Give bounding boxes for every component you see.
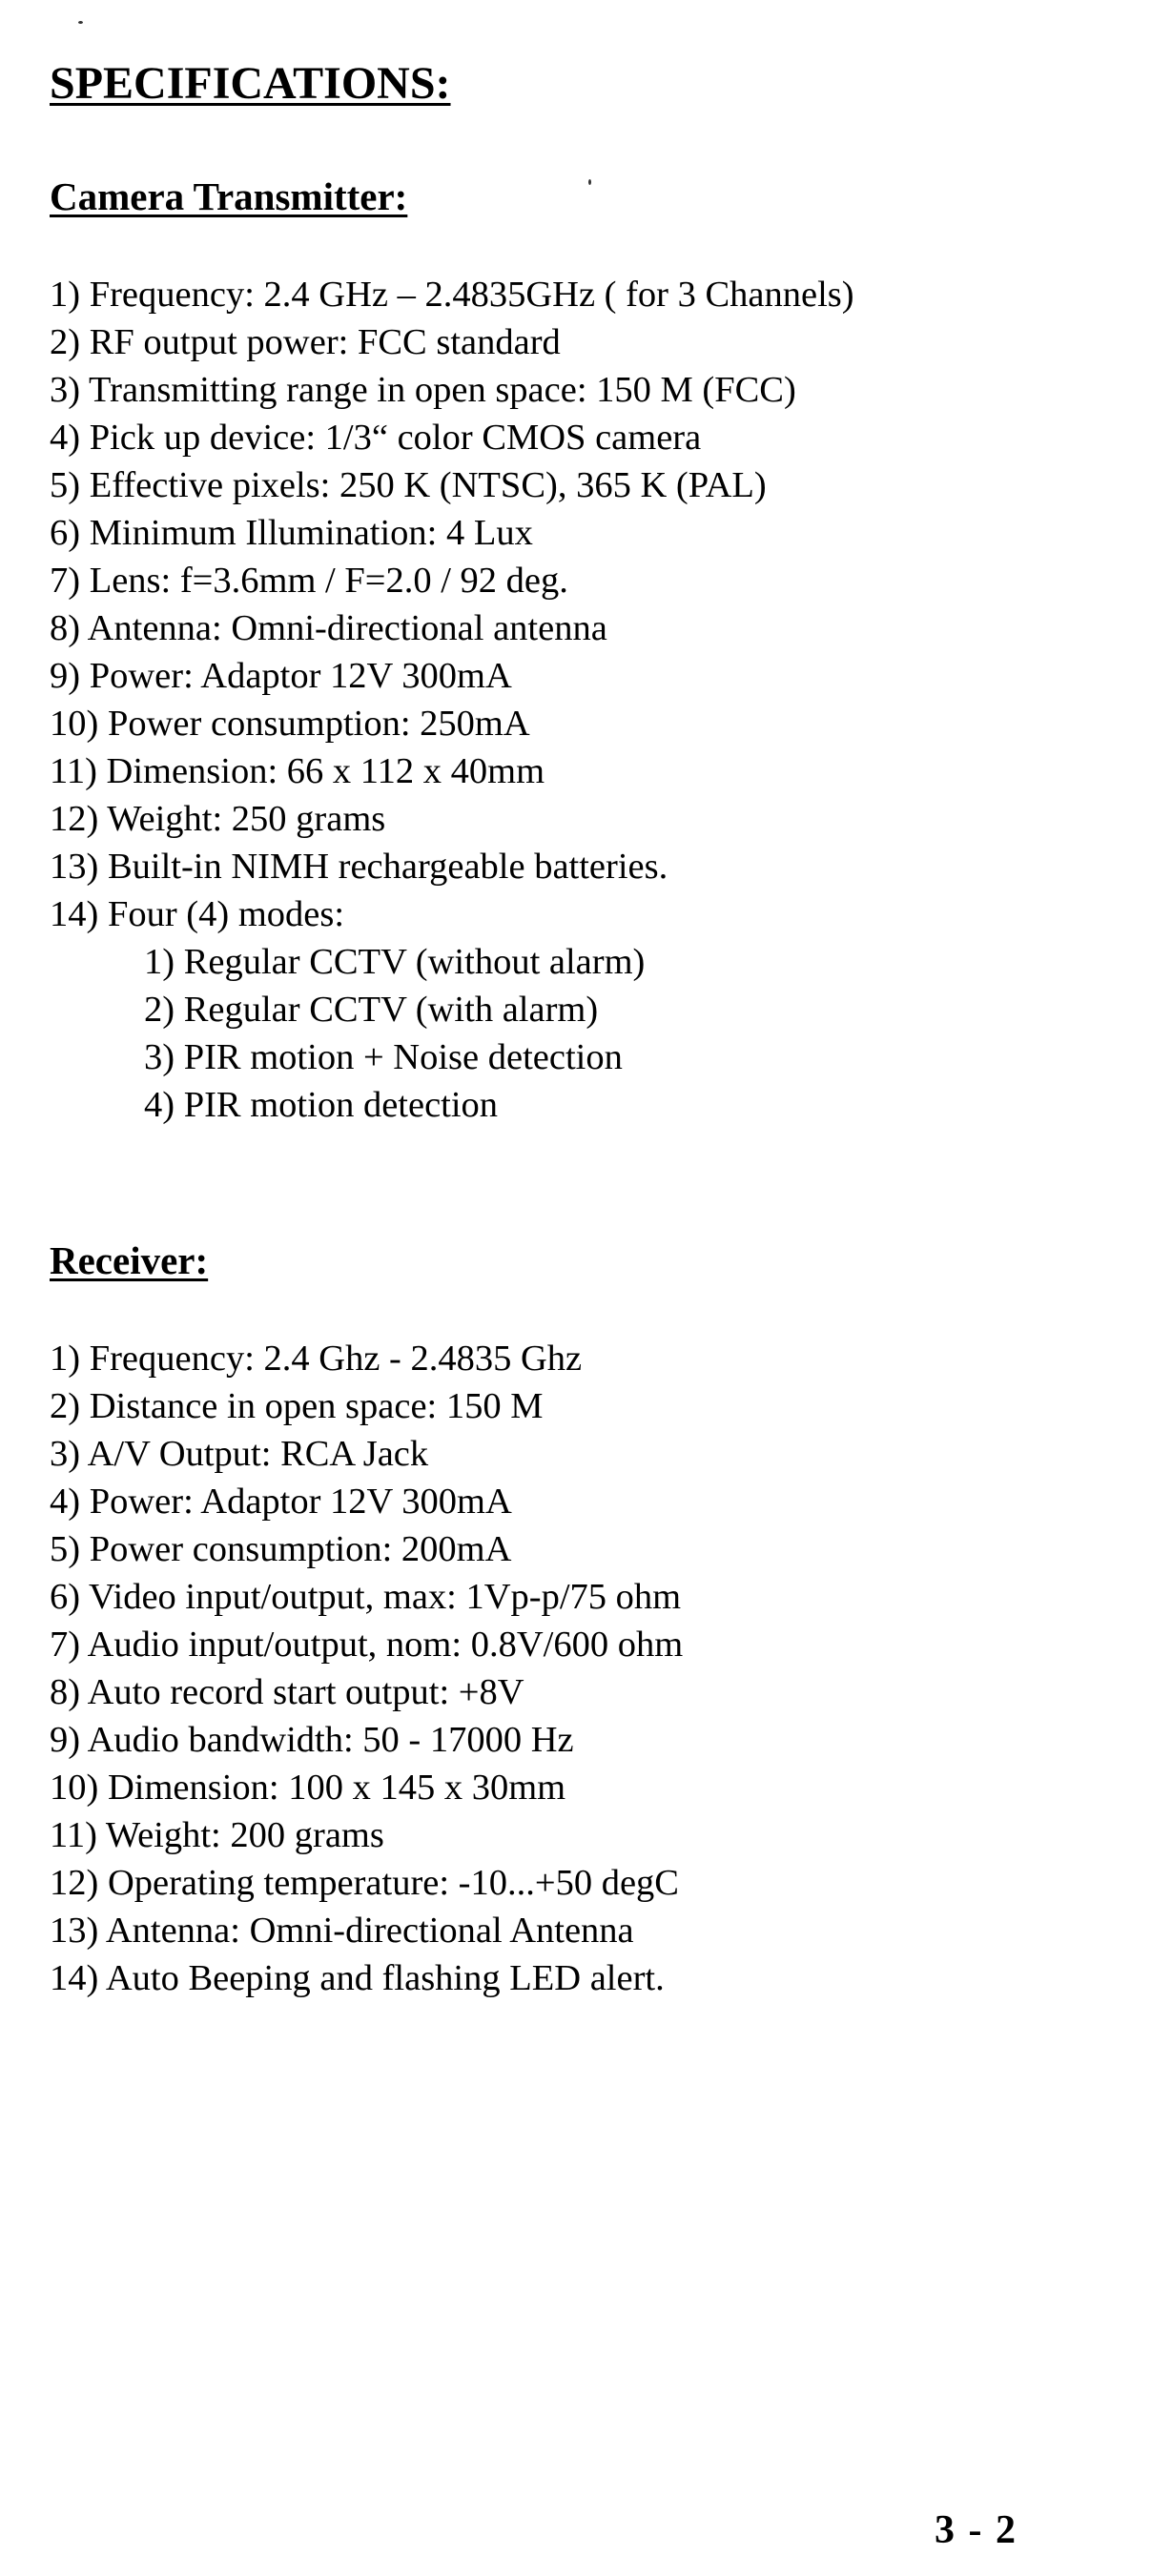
scan-speck — [78, 21, 83, 24]
spec-item: 14) Four (4) modes: — [50, 894, 345, 934]
spec-item: 9) Audio bandwidth: 50 - 17000 Hz — [50, 1720, 574, 1760]
spec-item: 1) Frequency: 2.4 Ghz - 2.4835 Ghz — [50, 1339, 583, 1379]
spec-item: 1) Frequency: 2.4 GHz – 2.4835GHz ( for 3 Channels) — [50, 275, 854, 315]
spec-item: 11) Dimension: 66 x 112 x 40mm — [50, 751, 545, 791]
spec-item: 4) Pick up device: 1/3“ color CMOS camera — [50, 418, 702, 458]
spec-item: 5) Effective pixels: 250 K (NTSC), 365 K (PAL) — [50, 465, 767, 505]
mode-item: 2) Regular CCTV (with alarm) — [144, 990, 599, 1030]
camera-transmitter-heading: Camera Transmitter: — [50, 174, 408, 218]
spec-item: 8) Antenna: Omni-directional antenna — [50, 608, 607, 648]
mode-item: 1) Regular CCTV (without alarm) — [144, 942, 646, 982]
spec-item: 6) Video input/output, max: 1Vp-p/75 ohm — [50, 1577, 682, 1617]
mode-item: 4) PIR motion detection — [144, 1085, 499, 1125]
spec-item: 8) Auto record start output: +8V — [50, 1672, 524, 1712]
spec-item: 3) Transmitting range in open space: 150 M (FCC) — [50, 370, 796, 410]
spec-item: 10) Power consumption: 250mA — [50, 704, 530, 744]
mode-item: 3) PIR motion + Noise detection — [144, 1037, 623, 1077]
spec-item: 12) Weight: 250 grams — [50, 799, 386, 839]
spec-item: 14) Auto Beeping and flashing LED alert. — [50, 1958, 665, 1998]
receiver-heading: Receiver: — [50, 1238, 209, 1282]
spec-item: 4) Power: Adaptor 12V 300mA — [50, 1482, 512, 1522]
modes-sublist-container — [50, 938, 854, 1129]
spec-item: 9) Power: Adaptor 12V 300mA — [50, 656, 512, 696]
modes-sublist — [50, 938, 854, 1129]
spec-item: 6) Minimum Illumination: 4 Lux — [50, 513, 533, 553]
spec-item: 3) A/V Output: RCA Jack — [50, 1434, 429, 1474]
spec-item: 2) RF output power: FCC standard — [50, 322, 561, 362]
spec-item: 11) Weight: 200 grams — [50, 1815, 384, 1855]
spec-item: 13) Built-in NIMH rechargeable batteries. — [50, 847, 668, 887]
spec-item: 2) Distance in open space: 150 M — [50, 1386, 544, 1426]
spec-item: 5) Power consumption: 200mA — [50, 1529, 512, 1569]
spec-item: 7) Audio input/output, nom: 0.8V/600 ohm — [50, 1625, 684, 1665]
camera-transmitter-spec-list — [50, 271, 854, 1129]
page-number: 3 - 2 — [935, 2508, 1017, 2552]
scan-speck — [588, 179, 591, 185]
spec-item: 7) Lens: f=3.6mm / F=2.0 / 92 deg. — [50, 561, 568, 601]
receiver-spec-list — [50, 1335, 683, 2002]
page-title: SPECIFICATIONS: — [50, 58, 451, 109]
spec-item: 12) Operating temperature: -10...+50 degC — [50, 1863, 679, 1903]
spec-item: 13) Antenna: Omni-directional Antenna — [50, 1911, 634, 1951]
spec-item: 10) Dimension: 100 x 145 x 30mm — [50, 1768, 566, 1808]
